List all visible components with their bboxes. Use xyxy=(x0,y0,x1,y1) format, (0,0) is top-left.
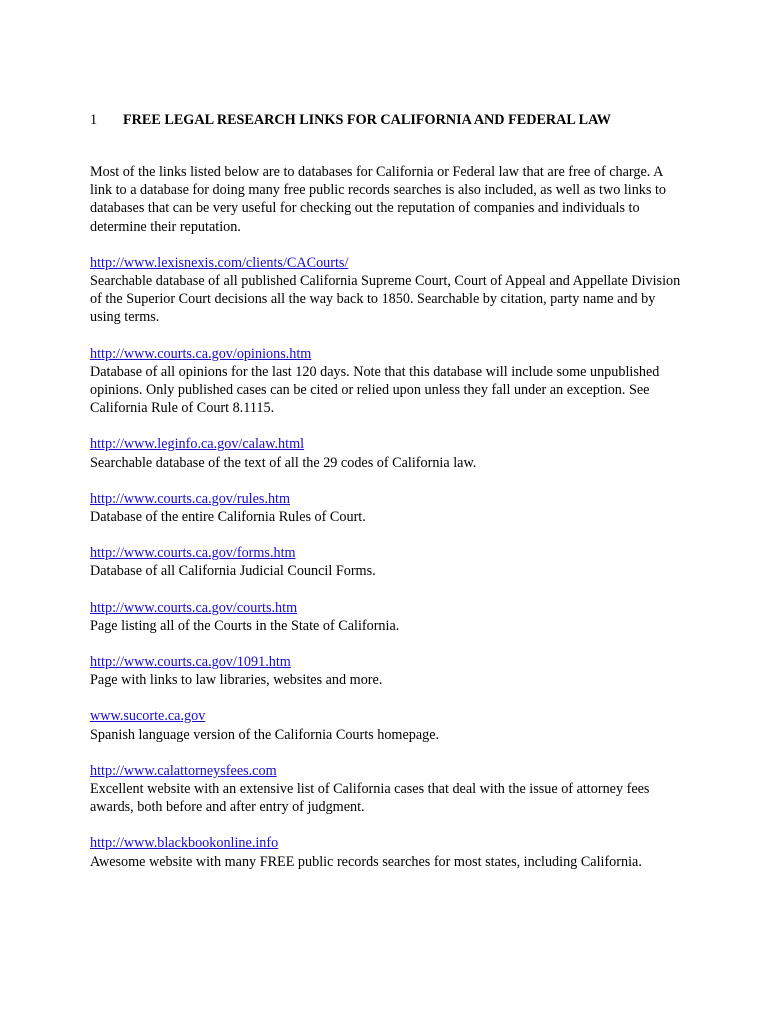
link-description: Awesome website with many FREE public records searches for most states, including California. xyxy=(90,853,642,870)
link-entry xyxy=(90,345,690,418)
section-heading xyxy=(90,110,690,130)
link-entry xyxy=(90,544,690,580)
link-url[interactable]: http://www.calattorneysfees.com xyxy=(90,762,277,779)
link-entry xyxy=(90,599,690,635)
link-description: Database of the entire California Rules of Court. xyxy=(90,509,366,526)
link-entry xyxy=(90,254,690,327)
document-page xyxy=(90,110,690,871)
link-entry xyxy=(90,707,690,743)
link-description: Searchable database of the text of all the 29 codes of California law. xyxy=(90,454,477,471)
intro-paragraph: Most of the links listed below are to databases for California or Federal law that are free of charge. A link to a database for doing many free public records searches is also included, as well as two links to databases that can be very useful for checking out the reputation of companies and individuals to determine their reputation. xyxy=(90,164,667,235)
link-description: Excellent website with an extensive list of California cases that deal with the issue of attorney fees awards, both before and after entry of judgment. xyxy=(90,781,650,816)
link-url[interactable]: http://www.courts.ca.gov/rules.htm xyxy=(90,490,291,507)
heading-title: FREE LEGAL RESEARCH LINKS FOR CALIFORNIA AND FEDERAL LAW xyxy=(123,112,611,128)
link-url[interactable]: http://www.courts.ca.gov/forms.htm xyxy=(90,545,296,562)
link-entry xyxy=(90,834,690,870)
link-description: Database of all opinions for the last 120 days. Note that this database will include some unpublished opinions. Only published cases can be cited or relied upon unless they fall under an exception. See California Rule of Court 8.1115. xyxy=(90,363,660,417)
link-description: Spanish language version of the California Courts homepage. xyxy=(90,726,440,743)
link-url[interactable]: http://www.blackbookonline.info xyxy=(90,835,279,852)
link-url[interactable]: www.sucorte.ca.gov xyxy=(90,708,206,725)
link-url[interactable]: http://www.courts.ca.gov/1091.htm xyxy=(90,654,291,671)
link-entry xyxy=(90,653,690,689)
link-entry xyxy=(90,435,690,471)
link-entry xyxy=(90,490,690,526)
link-url[interactable]: http://www.lexisnexis.com/clients/CACourts/ xyxy=(90,254,349,271)
link-description: Page listing all of the Courts in the State of California. xyxy=(90,617,400,634)
link-description: Searchable database of all published California Supreme Court, Court of Appeal and Appellate Division of the Superior Court decisions all the way back to 1850. Searchable by citation, party name and by using terms. xyxy=(90,273,681,326)
link-description: Page with links to law libraries, websites and more. xyxy=(90,672,383,689)
link-url[interactable]: http://www.courts.ca.gov/courts.htm xyxy=(90,599,298,616)
link-url[interactable]: http://www.leginfo.ca.gov/calaw.html xyxy=(90,436,305,453)
link-list xyxy=(90,254,690,871)
heading-number: 1 xyxy=(90,112,98,128)
link-url[interactable]: http://www.courts.ca.gov/opinions.htm xyxy=(90,345,312,362)
link-description: Database of all California Judicial Council Forms. xyxy=(90,563,376,580)
link-entry xyxy=(90,762,690,817)
